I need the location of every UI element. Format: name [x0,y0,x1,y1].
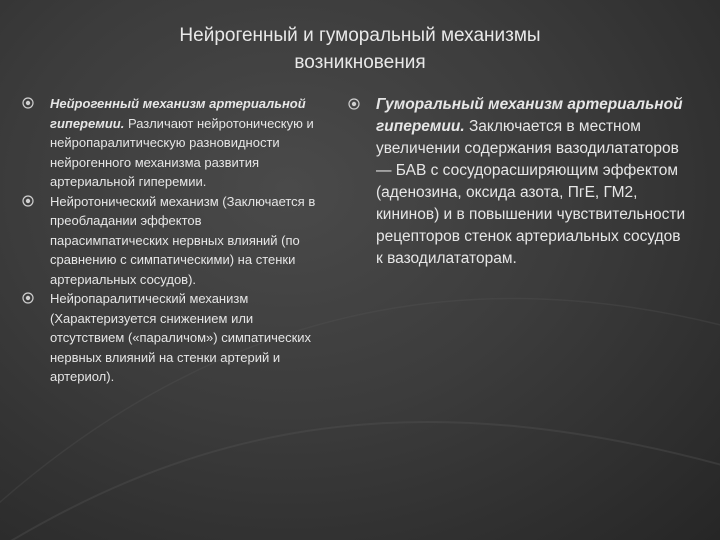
left-bullet-2-text: Нейротонический механизм (Заключается в преобладании эффектов парасимпатических нервных влияний (по сравнению с симпатическими) на стенки артериальных сосудов). [50,193,316,287]
circled-bullet-icon [22,292,34,304]
right-bullet-1 [348,94,688,270]
left-bullet-3-text: Нейропаралитический механизм (Характеризуется снижением или отсутствием («параличом») симпатических нервных влияний на стенки артерий и артериол). [50,291,312,384]
circled-bullet-icon [22,195,34,207]
slide-title-line-1: Нейрогенный и гуморальный механизмы [179,25,541,46]
right-column [348,94,688,270]
slide-title-line-2: возникновения [294,52,426,73]
left-column [22,94,322,387]
right-bullet-1-lead: Гуморальный механизм артериальной гиперемии. [376,96,683,135]
left-bullet-3 [22,289,322,387]
circled-bullet-icon [22,97,34,109]
left-bullet-1-lead: Нейрогенный механизм артериальной гиперемии. [50,96,306,131]
left-bullet-1-text: Различают нейротоническую и нейропаралитическую разновидности нейрогенного механизма развития артериальной гиперемии. [50,115,314,189]
right-bullet-1-text: Заключается в местном увеличении содержания вазодилататоров — БАВ с сосудорасширяющим эффектом (аденозина, оксида азота, ПгЕ, ГМ2, кининов) и в повышении чувствительности рецепторов стенок артериальных сосудов к вазодилататорам. [376,118,686,267]
left-bullet-2 [22,192,322,290]
left-bullet-1 [22,94,322,192]
circled-bullet-icon [348,98,360,110]
slide-title [60,22,660,76]
